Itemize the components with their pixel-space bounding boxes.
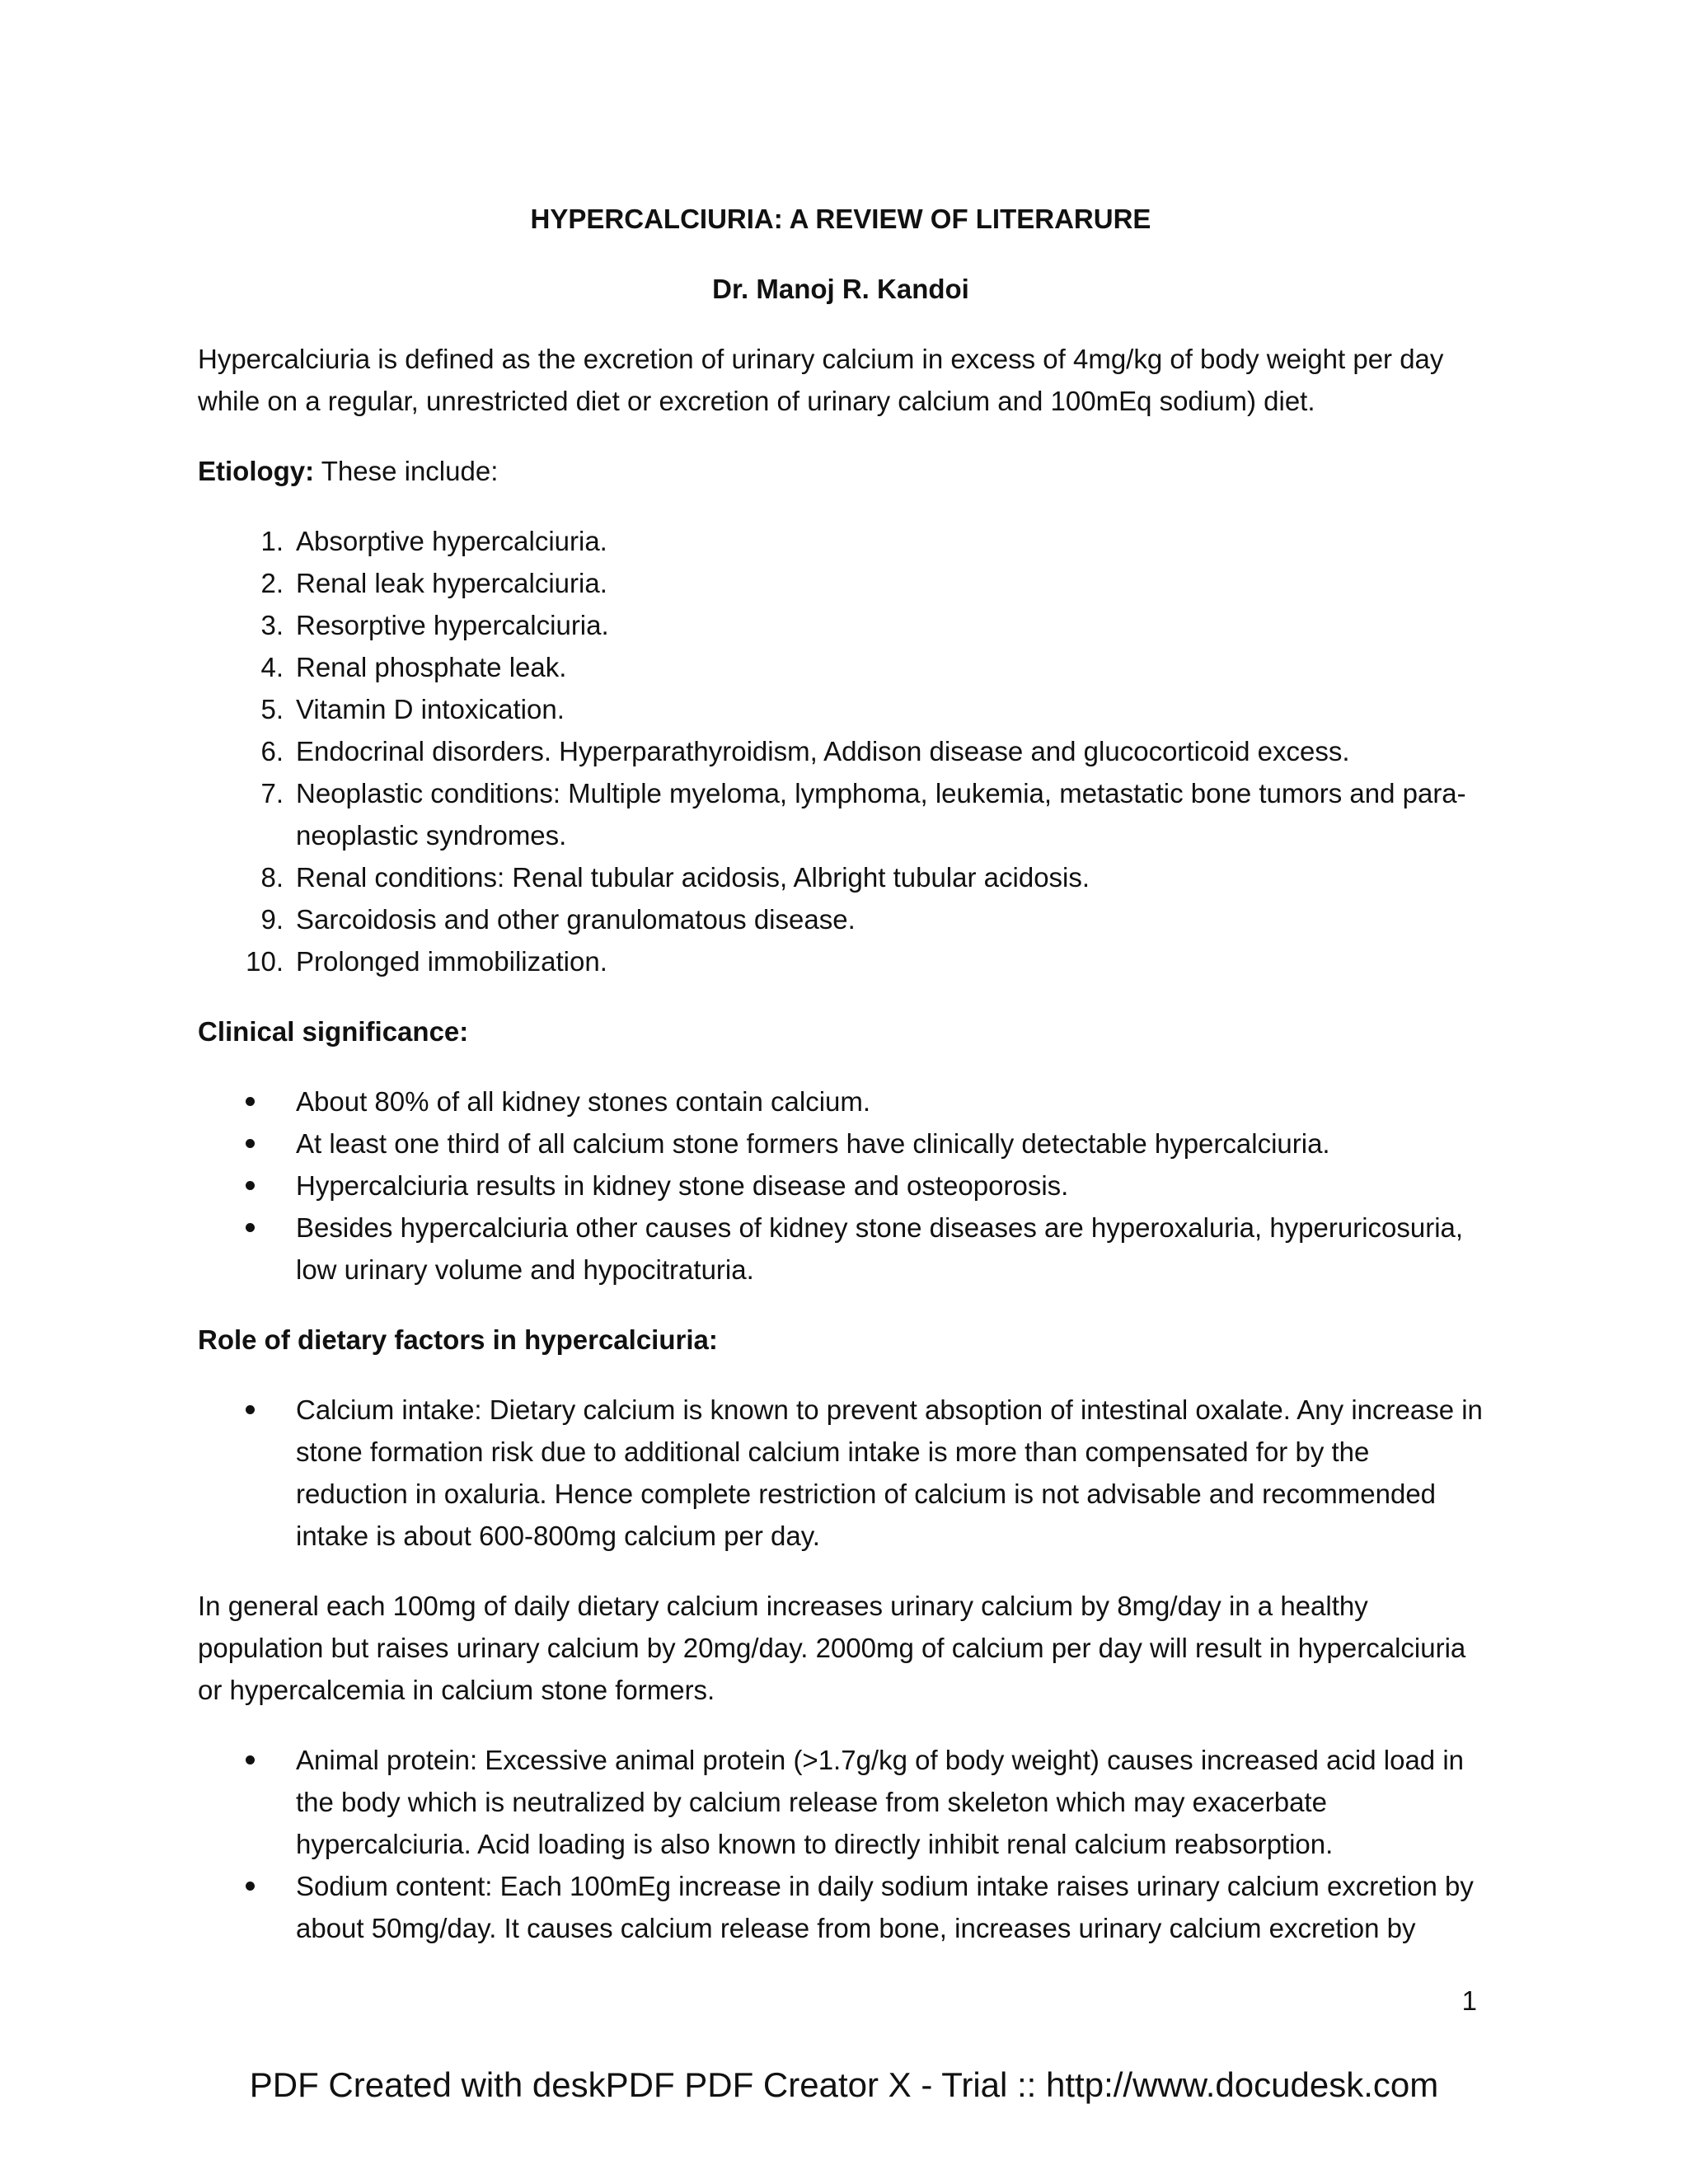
list-item [198,940,1484,982]
dietary-heading: Role of dietary factors in hypercalciuria: [198,1324,718,1355]
bullet-icon [246,1882,255,1891]
etiology-list [198,520,1484,982]
list-number: 4. [260,652,284,682]
intro-paragraph: Hypercalciuria is defined as the excretion of urinary calcium in excess of 4mg/kg of body weight per day while on a regular, unrestricted diet or excretion of urinary calcium and 100mEq sodium) diet. [198,344,1444,416]
etiology-label: Etiology: [198,456,315,486]
document-title: HYPERCALCIURIA: A REVIEW OF LITERARURE [530,204,1151,234]
list-item-text: At least one third of all calcium stone formers have clinically detectable hypercalciuria. [296,1128,1330,1159]
list-item [198,1739,1484,1865]
list-item-text: Sarcoidosis and other granulomatous disease. [296,904,856,935]
list-item-text: Endocrinal disorders. Hyperparathyroidism, Addison disease and glucocorticoid excess. [296,736,1350,766]
list-item-text: Prolonged immobilization. [296,946,607,977]
bullet-icon [246,1139,255,1148]
list-number: 1. [260,526,284,556]
list-item [198,1207,1484,1291]
bullet-icon [246,1181,255,1190]
list-item [198,1080,1484,1122]
list-number: 8. [260,862,284,893]
list-item-text: Sodium content: Each 100mEg increase in daily sodium intake raises urinary calcium excretion by about 50mg/day. It causes calcium release from bone, increases urinary calcium excretion by [296,1871,1474,1943]
list-item-text: Renal conditions: Renal tubular acidosis, Albright tubular acidosis. [296,862,1090,893]
bullet-icon [246,1755,255,1765]
list-item [198,1165,1484,1207]
list-item [198,520,1484,562]
list-item-text: About 80% of all kidney stones contain calcium. [296,1086,871,1117]
list-item [198,646,1484,688]
dietary-paragraph: In general each 100mg of daily dietary calcium increases urinary calcium by 8mg/day in a healthy population but raises urinary calcium by 20mg/day. 2000mg of calcium per day will result in hypercalciuria or hypercalcemia in calcium stone formers. [198,1591,1466,1705]
list-item-text: Absorptive hypercalciuria. [296,526,607,556]
list-number: 7. [260,778,284,808]
dietary-list-a [198,1389,1484,1557]
etiology-intro [198,450,1484,492]
list-item [198,730,1484,772]
list-number: 2. [260,568,284,598]
clinical-heading: Clinical significance: [198,1016,469,1047]
list-item-text: Besides hypercalciuria other causes of kidney stone diseases are hyperoxaluria, hyperuricosuria, low urinary volume and hypocitraturia. [296,1212,1464,1285]
list-item [198,856,1484,898]
bullet-icon [246,1405,255,1414]
list-item-text: Renal phosphate leak. [296,652,567,682]
clinical-list [198,1080,1484,1291]
list-item-text: Hypercalciuria results in kidney stone disease and osteoporosis. [296,1170,1069,1201]
etiology-text: These include: [314,456,499,486]
list-item [198,1122,1484,1165]
list-item [198,898,1484,940]
list-item-text: Renal leak hypercalciuria. [296,568,607,598]
dietary-list-b [198,1739,1484,1949]
list-item [198,772,1484,856]
list-number: 9. [260,904,284,935]
list-item-text: Resorptive hypercalciuria. [296,610,609,640]
document-body [198,198,1484,1977]
list-item [198,604,1484,646]
list-number: 6. [260,736,284,766]
list-number: 3. [260,610,284,640]
list-item-text: Animal protein: Excessive animal protein (>1.7g/kg of body weight) causes increased acid load in the body which is neutralized by calcium release from skeleton which may exacerbate hypercalciuria. Acid loading is also known to directly inhibit renal calcium reabsorption. [296,1745,1465,1859]
bullet-icon [246,1223,255,1232]
list-item [198,688,1484,730]
bullet-icon [246,1097,255,1106]
list-item [198,562,1484,604]
page-number: 1 [1461,1985,1477,2016]
list-item-text: Calcium intake: Dietary calcium is known to prevent absoption of intestinal oxalate. Any increase in stone formation risk due to additional calcium intake is more than compensated for by the reduction in oxaluria. Hence complete restriction of calcium is not advisable and recommended intake is about 600-800mg calcium per day. [296,1394,1483,1551]
list-item-text: Vitamin D intoxication. [296,694,565,724]
author-name: Dr. Manoj R. Kandoi [712,274,969,304]
list-item [198,1389,1484,1557]
pdf-creator-footer: PDF Created with deskPDF PDF Creator X - Trial :: http://www.docudesk.com [249,2065,1439,2104]
list-item-text: Neoplastic conditions: Multiple myeloma, lymphoma, leukemia, metastatic bone tumors and para-neoplastic syndromes. [296,778,1466,851]
list-number: 5. [260,694,284,724]
list-item [198,1865,1484,1949]
list-number: 10. [246,946,284,977]
